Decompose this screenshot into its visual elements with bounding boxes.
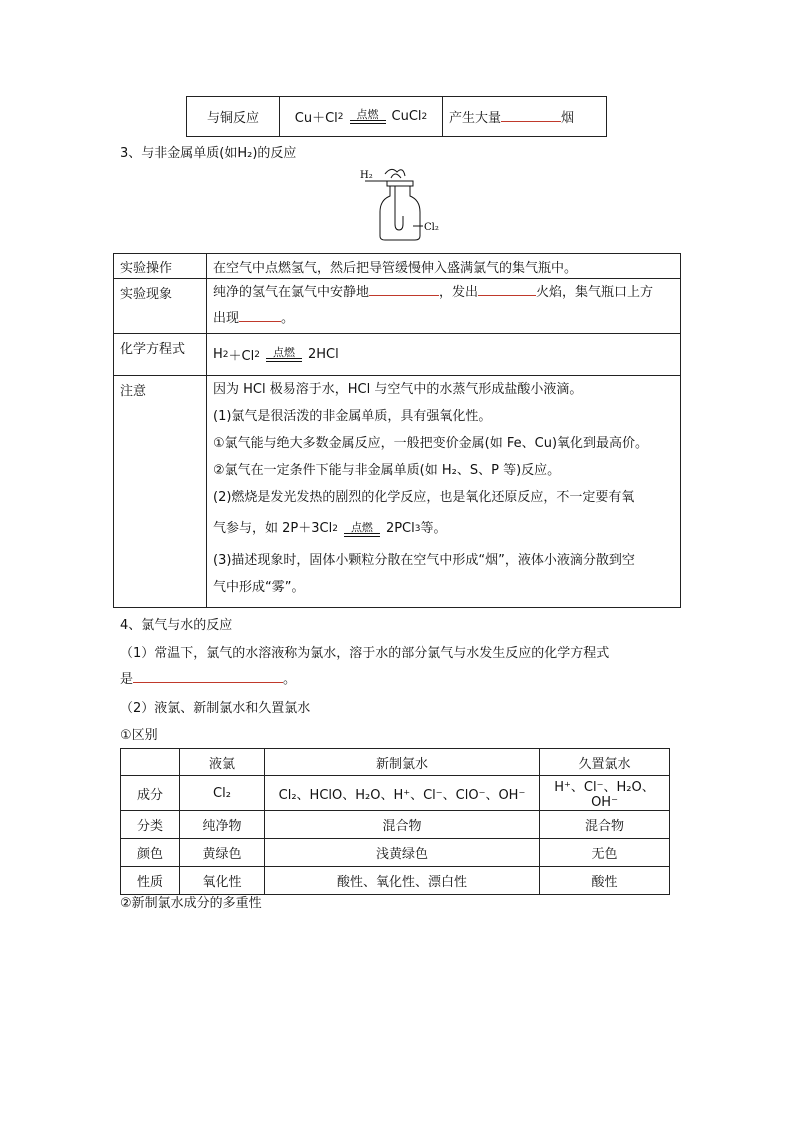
table-cell: 纯净物 — [180, 811, 265, 839]
reaction-arrow — [350, 109, 386, 124]
eq-right-sub: 2 — [421, 111, 428, 122]
table-row — [121, 867, 670, 895]
copper-label: 与铜反应 — [206, 111, 259, 126]
copper-label-cell — [187, 97, 280, 137]
eq-right-sub: 3 — [414, 524, 421, 534]
eq-label: 化学方程式 — [120, 342, 186, 357]
table-cell: Cl₂ — [180, 776, 265, 811]
experiment-table — [113, 253, 681, 608]
table-cell: Cl₂、HClO、H₂O、H⁺、Cl⁻、ClO⁻、OH⁻ — [265, 776, 540, 811]
note-line: ②氯气在一定条件下能与非金属单质(如 H₂、S、P 等)反应。 — [213, 463, 561, 478]
row-label: 成分 — [121, 776, 180, 811]
eq-right: CuCl — [391, 109, 422, 124]
eq-prefix-sub: 2 — [332, 524, 338, 534]
table-cell: 浅黄绿色 — [265, 839, 540, 867]
eq-left: H — [213, 347, 223, 362]
copper-equation-cell — [280, 97, 443, 137]
reaction-arrow — [266, 347, 302, 362]
row-label: 颜色 — [121, 839, 180, 867]
table-header-row — [121, 749, 670, 776]
header-cell — [121, 749, 180, 776]
note-line: (3)描述现象时，固体小颗粒分散在空气中形成“烟”，液体小液滴分散到空 — [213, 553, 635, 568]
table-cell: 无色 — [540, 839, 670, 867]
eq-mid-sub: 2 — [254, 349, 260, 360]
phen-text-3: 火焰，集气瓶口上方 — [536, 285, 654, 300]
answer-blank[interactable] — [478, 283, 536, 296]
q1-prefix: 是 — [120, 672, 134, 687]
notes-cell — [207, 376, 681, 608]
p-cl2-equation — [213, 511, 447, 547]
condition-label: 点燃 — [356, 108, 379, 121]
table-cell: 黄绿色 — [180, 839, 265, 867]
question1-line2 — [120, 668, 296, 687]
chlorine-comparison-table — [120, 748, 670, 895]
eq-cell — [207, 334, 681, 376]
condition-label: 点燃 — [272, 346, 295, 359]
note-line: ①氯气能与绝大多数金属反应，一般把变价金属(如 Fe、Cu)氧化到最高价。 — [213, 436, 649, 451]
table-cell: H⁺、Cl⁻、H₂O、OH⁻ — [540, 776, 670, 811]
header-cell: 新制氯水 — [265, 749, 540, 776]
reaction-arrow — [344, 522, 380, 537]
note-line: 因为 HCl 极易溶于水，HCl 与空气中的水蒸气形成盐酸小液滴。 — [213, 382, 583, 397]
op-text: 在空气中点燃氢气，然后把导管缓慢伸入盛满氯气的集气瓶中。 — [213, 260, 578, 276]
note-line: (1)氯气是很活泼的非金属单质，具有强氧化性。 — [213, 409, 492, 424]
apparatus-figure — [355, 162, 445, 242]
section4-heading: 4、氯气与水的反应 — [120, 618, 233, 633]
phen-text-5: 。 — [281, 311, 295, 326]
table-cell: 氧化性 — [180, 867, 265, 895]
phen-label-cell — [114, 279, 207, 334]
question1-line1: （1）常温下，氯气的水溶液称为氯水，溶于水的部分氯气与水发生反应的化学方程式 — [120, 646, 610, 661]
note-label: 注意 — [120, 384, 147, 399]
phen-text-cell — [207, 279, 681, 334]
condition-label: 点燃 — [350, 520, 373, 534]
table-cell: 混合物 — [540, 811, 670, 839]
phen-label: 实验现象 — [120, 287, 173, 302]
note-label-cell — [114, 376, 207, 608]
cl2-label: Cl₂ — [424, 222, 439, 233]
eq-left-sub: 2 — [222, 349, 229, 360]
table-cell: 混合物 — [265, 811, 540, 839]
phen-text-4: 出现 — [213, 311, 240, 326]
phen-text-2: ，发出 — [439, 285, 479, 300]
phenomenon-prefix: 产生大量 — [449, 111, 502, 126]
eq-left: Cu＋Cl — [294, 111, 338, 126]
multiplicity-heading: ②新制氯水成分的多重性 — [120, 896, 262, 911]
gas-bottle-diagram — [355, 162, 445, 242]
eq-mid: ＋Cl — [228, 349, 255, 364]
table-row — [121, 839, 670, 867]
eq-right: 2PCl — [385, 521, 415, 536]
eq-left-sub: 2 — [337, 111, 344, 122]
op-text-cell — [207, 254, 681, 279]
table-row — [121, 776, 670, 811]
eq-suffix: 等。 — [420, 521, 447, 536]
answer-blank[interactable] — [133, 670, 283, 683]
note-equation-line — [213, 511, 674, 547]
table-cell: 酸性、氧化性、漂白性 — [265, 867, 540, 895]
copper-phenomenon-cell — [443, 97, 607, 137]
section3-heading: 3、与非金属单质(如H₂)的反应 — [120, 146, 297, 161]
eq-prefix: 气参与，如 2P＋3Cl — [213, 521, 333, 536]
row-label: 性质 — [121, 867, 180, 895]
answer-blank[interactable] — [501, 109, 561, 122]
op-label-cell — [114, 254, 207, 279]
answer-blank[interactable] — [369, 283, 439, 296]
table-cell: 酸性 — [540, 867, 670, 895]
eq-label-cell — [114, 334, 207, 376]
phen-text-1: 纯净的氢气在氯气中安静地 — [213, 285, 370, 300]
table-row — [121, 811, 670, 839]
answer-blank[interactable] — [239, 309, 281, 322]
note-line: 气中形成“雾”。 — [213, 580, 305, 595]
q1-suffix: 。 — [283, 672, 297, 687]
row-label: 分类 — [121, 811, 180, 839]
copper-equation — [295, 107, 428, 126]
eq-right: 2HCl — [307, 347, 339, 362]
header-cell: 久置氯水 — [540, 749, 670, 776]
header-cell: 液氯 — [180, 749, 265, 776]
op-label: 实验操作 — [120, 260, 173, 276]
note-line: (2)燃烧是发光发热的剧烈的化学反应，也是氧化还原反应，不一定要有氧 — [213, 490, 635, 505]
question2-heading: （2）液氯、新制氯水和久置氯水 — [120, 701, 311, 716]
difference-heading: ①区别 — [120, 728, 158, 743]
phenomenon-suffix: 烟 — [561, 111, 575, 126]
h2-cl2-equation — [213, 345, 339, 364]
copper-reaction-table — [186, 96, 607, 137]
h2-label: H₂ — [360, 170, 373, 181]
